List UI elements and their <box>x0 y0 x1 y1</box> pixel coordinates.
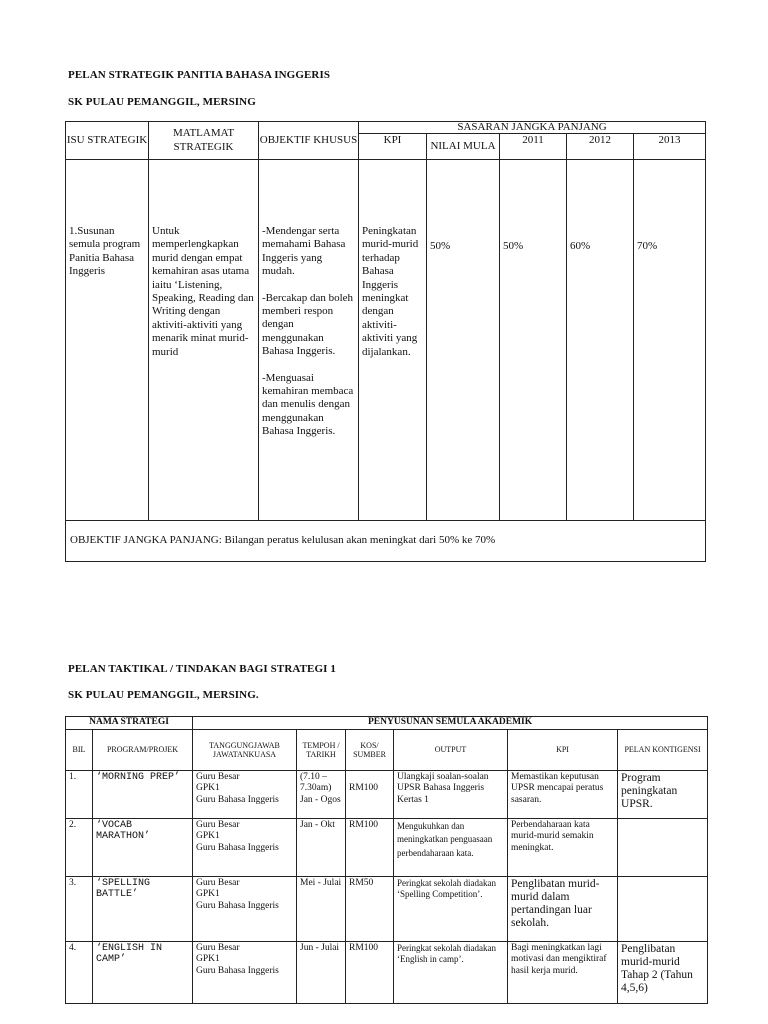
cell-program: ‘SPELLING BATTLE’ <box>93 876 193 941</box>
header-2011: 2011 <box>500 134 567 160</box>
cell-kpi: Peningkatan murid-murid terhadap Bahasa Inggeris meningkat dengan aktiviti-aktiviti yang dijalankan. <box>359 160 427 521</box>
header-objektif-khusus: OBJEKTIF KHUSUS <box>259 122 359 160</box>
objektif-item: -Mendengar serta memahami Bahasa Inggeris yang mudah. <box>262 225 346 278</box>
cell-kpi: Penglibatan murid-murid dalam pertandingan luar sekolah. <box>508 876 618 941</box>
cell-matlamat: Untuk memperlengkapkan murid dengan empat kemahiran asas utama iaitu ‘Listening, Speaking, Reading dan Writing dengan aktiviti-aktiviti yang menarik minat murid-murid <box>149 160 259 521</box>
cell-kpi: Perbendaharaan kata murid-murid semakin meningkat. <box>508 818 618 876</box>
cell-output: Peringkat sekolah diadakan ‘Spelling Competition’. <box>394 876 508 941</box>
cell-tanggungjawab: Guru Besar GPK1 Guru Bahasa Inggeris <box>193 770 297 818</box>
cell-nilai-mula: 50% <box>427 160 500 521</box>
cell-isu: 1.Susunan semula program Panitia Bahasa Inggeris <box>66 160 149 521</box>
cell-pelan <box>618 876 708 941</box>
cell-kos: RM50 <box>346 876 394 941</box>
cell-pelan: Program peningkatan UPSR. <box>618 770 708 818</box>
strategic-plan-table <box>65 121 706 562</box>
cell-bil: 1. <box>66 770 93 818</box>
cell-pelan: Penglibatan murid-murid Tahap 2 (Tahun 4,5,6) <box>618 941 708 1003</box>
header-penyusunan: PENYUSUNAN SEMULA AKADEMIK <box>193 717 708 730</box>
header-output: OUTPUT <box>394 729 508 770</box>
tactical-school-name: SK PULAU PEMANGGIL, MERSING. <box>68 689 259 701</box>
header-sasaran: SASARAN JANGKA PANJANG <box>359 122 706 134</box>
cell-kos: RM100 <box>346 770 394 818</box>
header-nilai-mula: NILAI MULA <box>427 134 500 160</box>
cell-bil: 2. <box>66 818 93 876</box>
header-kpi: KPI <box>508 729 618 770</box>
cell-bil: 3. <box>66 876 93 941</box>
header-kpi: KPI <box>359 134 427 160</box>
header-tanggungjawab: TANGGUNGJAWAB JAWATANKUASA <box>193 729 297 770</box>
header-isu-strategik: ISU STRATEGIK <box>66 122 149 160</box>
header-kos: KOS/ SUMBER <box>346 729 394 770</box>
cell-program: ‘VOCAB MARATHON’ <box>93 818 193 876</box>
cell-tempoh: (7.10 – 7.30am) Jan - Ogos <box>297 770 346 818</box>
tactical-plan-table <box>65 716 708 1004</box>
cell-pelan <box>618 818 708 876</box>
cell-2012: 60% <box>567 160 634 521</box>
cell-output: Ulangkaji soalan-soalan UPSR Bahasa Inggeris Kertas 1 <box>394 770 508 818</box>
school-name: SK PULAU PEMANGGIL, MERSING <box>68 96 256 108</box>
cell-objektif <box>259 160 359 521</box>
cell-tanggungjawab: Guru Besar GPK1 Guru Bahasa Inggeris <box>193 941 297 1003</box>
header-pelan: PELAN KONTIGENSI <box>618 729 708 770</box>
cell-tanggungjawab: Guru Besar GPK1 Guru Bahasa Inggeris <box>193 818 297 876</box>
cell-program: ‘MORNING PREP’ <box>93 770 193 818</box>
header-program: PROGRAM/PROJEK <box>93 729 193 770</box>
table-row <box>66 770 708 818</box>
objektif-item: -Bercakap dan boleh memberi respon dengan menggunakan Bahasa Inggeris. <box>262 291 354 358</box>
cell-kos: RM100 <box>346 818 394 876</box>
cell-program: ‘ENGLISH IN CAMP’ <box>93 941 193 1003</box>
cell-tempoh: Jan - Okt <box>297 818 346 876</box>
header-nama-strategi: NAMA STRATEGI <box>66 717 193 730</box>
cell-output: Peringkat sekolah diadakan ‘English in camp’. <box>394 941 508 1003</box>
objektif-item: -Menguasai kemahiran membaca dan menulis dengan menggunakan Bahasa Inggeris. <box>262 371 354 438</box>
header-tempoh: TEMPOH / TARIKH <box>297 729 346 770</box>
header-2012: 2012 <box>567 134 634 160</box>
cell-kpi: Memastikan keputusan UPSR mencapai peratus sasaran. <box>508 770 618 818</box>
cell-kos: RM100 <box>346 941 394 1003</box>
long-term-objective: OBJEKTIF JANGKA PANJANG: Bilangan peratus kelulusan akan meningkat dari 50% ke 70% <box>66 521 706 562</box>
document-title: PELAN STRATEGIK PANITIA BAHASA INGGERIS <box>68 69 331 81</box>
cell-kpi: Bagi meningkatkan lagi motivasi dan mengiktiraf hasil kerja murid. <box>508 941 618 1003</box>
cell-output: Mengukuhkan dan meningkatkan penguasaan perbendaharaan kata. <box>394 818 508 876</box>
cell-tempoh: Mei - Julai <box>297 876 346 941</box>
table-row <box>66 818 708 876</box>
cell-2011: 50% <box>500 160 567 521</box>
cell-bil: 4. <box>66 941 93 1003</box>
tactical-plan-title: PELAN TAKTIKAL / TINDAKAN BAGI STRATEGI 1 <box>68 663 336 675</box>
header-bil: BIL <box>66 729 93 770</box>
table-row <box>66 876 708 941</box>
table-row <box>66 941 708 1003</box>
cell-tanggungjawab: Guru Besar GPK1 Guru Bahasa Inggeris <box>193 876 297 941</box>
cell-tempoh: Jun - Julai <box>297 941 346 1003</box>
header-2013: 2013 <box>634 134 706 160</box>
header-matlamat-strategik: MATLAMAT STRATEGIK <box>149 122 259 160</box>
cell-2013: 70% <box>634 160 706 521</box>
